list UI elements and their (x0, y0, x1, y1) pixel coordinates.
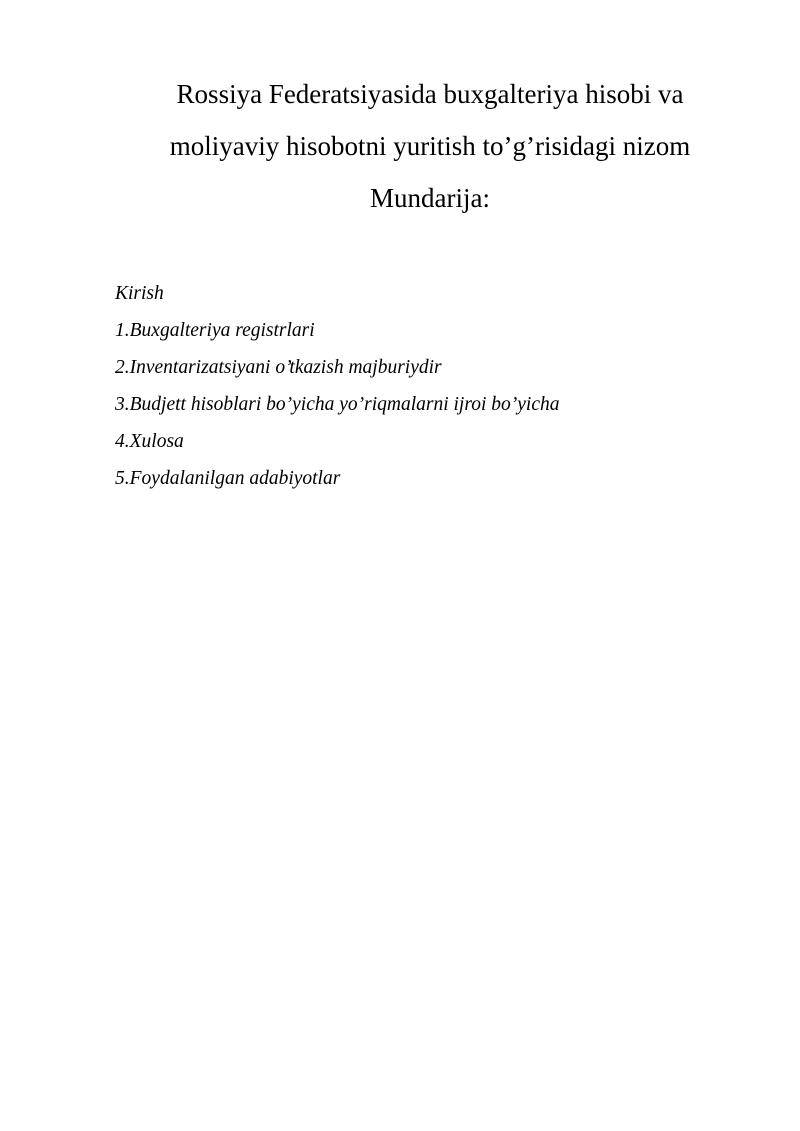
document-title (60, 76, 800, 232)
title-line-1: Rossiya Federatsiyasida buxgalteriya hisobi va (176, 79, 684, 109)
title-line-2: moliyaviy hisobotni yuritish to’g’risidagi nizom (169, 131, 691, 161)
toc-item-introduction: Kirish (115, 283, 164, 304)
toc-item-2: 2.Inventarizatsiyani o’tkazish majburiydir (115, 357, 442, 378)
toc-item-1: 1.Buxgalteriya registrlari (115, 320, 315, 341)
table-of-contents (115, 281, 755, 503)
toc-item-5: 5.Foydalanilgan adabiyotlar (115, 468, 341, 489)
toc-item-4: 4.Xulosa (115, 431, 184, 452)
contents-heading: Mundarija: (370, 183, 490, 213)
toc-item-3: 3.Budjett hisoblari bo’yicha yo’riqmalarni ijroi bo’yicha (115, 394, 560, 415)
